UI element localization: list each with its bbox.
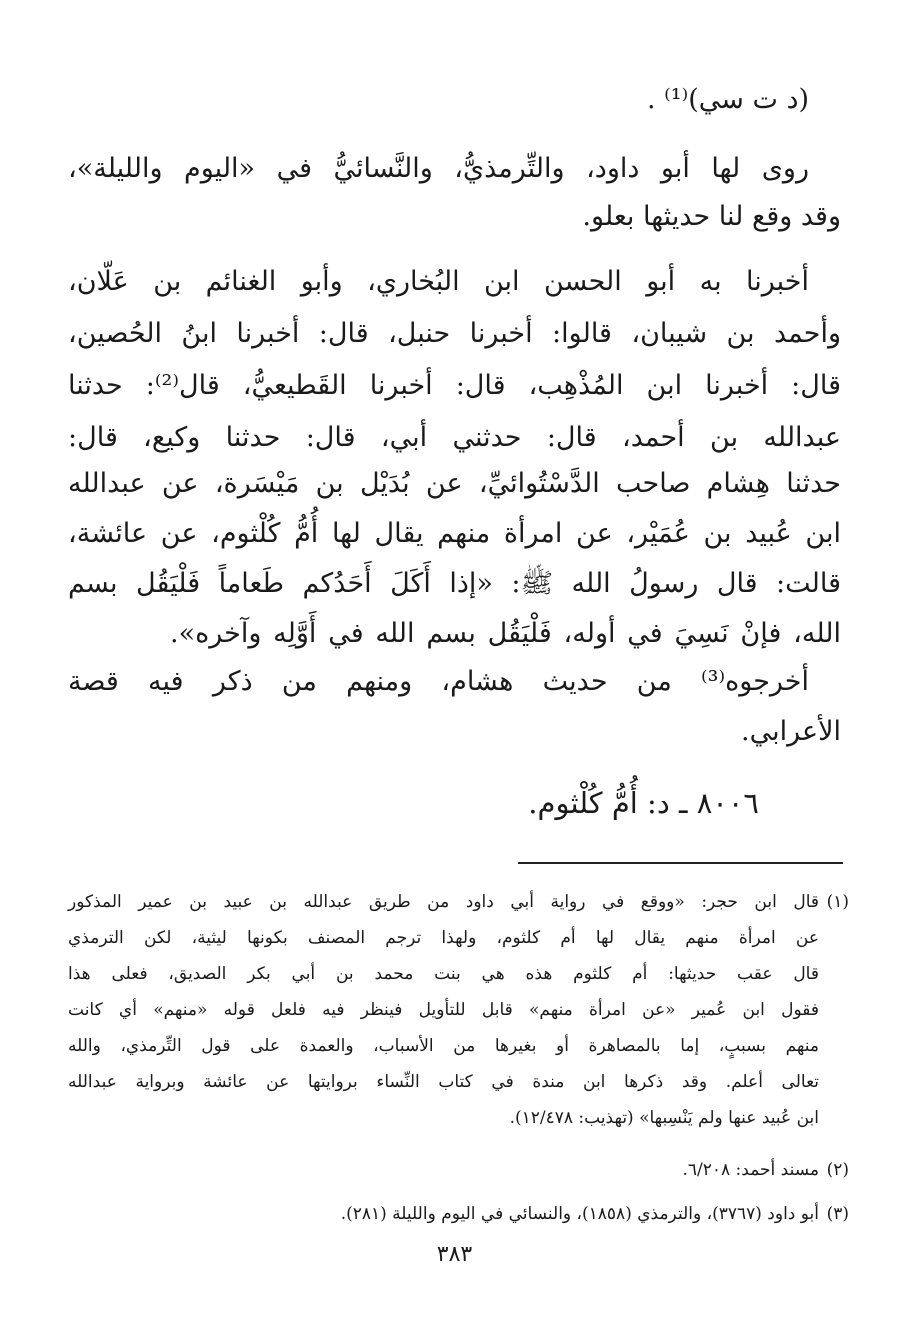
footnote-1-line-1: قال ابن حجر: «ووقع في رواية أبي داود من طريق عبدالله بن عبيد بن عمير المذكور	[68, 892, 819, 912]
footnote-1-line-4: فقول ابن عُمير «عن امرأة منهم» قابل للتأويل فينظر فيه فلعل قوله «منهم» أي كانت	[68, 1000, 819, 1020]
page-number: ٣٨٣	[436, 1242, 473, 1267]
paragraph2-line-1: أخبرنا به أبو الحسن ابن البُخاري، وأبو الغنائم بن عَلّان،	[68, 266, 809, 297]
paragraph2-line-2: وأحمد بن شيبان، قالوا: أخبرنا حنبل، قال: أخبرنا ابنُ الحُصين،	[68, 318, 841, 349]
footnote-3-line-1: أبو داود (٣٧٦٧)، والترمذي (١٨٥٨)، والنسائي في اليوم والليلة (٢٨١).	[340, 1204, 819, 1224]
footnote-1-line-5: منهم بسببٍ، إما بالمصاهرة أو بغيرها من الأسباب، والعمدة على قول التِّرمذي، والله	[68, 1036, 819, 1056]
footnote-1-line-3: قال عقب حديثها: أم كلثوم هذه هي بنت محمد بن أبي بكر الصديق، فعلى هذا	[68, 964, 819, 984]
footnote-separator	[518, 862, 843, 864]
paragraph2-line-3: قال: أخبرنا ابن المُذْهِب، قال: أخبرنا القَطيعيُّ، قال⁽²⁾: حدثنا	[68, 370, 841, 401]
paragraph1-line-1: روى لها أبو داود، والتِّرمذيُّ، والنَّسائيُّ في «اليوم والليلة»،	[68, 153, 809, 184]
footnote-3-number: (٣)	[826, 1204, 849, 1224]
footnote-2-line-1: مسند أحمد: ٦/٢٠٨.	[682, 1160, 819, 1180]
footnote-1-line-2: عن امرأة منهم يقال لها أم كلثوم، ولهذا ترجم المصنف بكونها ليثية، لكن الترمذي	[68, 928, 819, 948]
entry-heading: ٨٠٠٦ ـ د: أُمُّ كُلْثوم.	[528, 786, 759, 820]
footnote-1-number: (١)	[826, 892, 849, 912]
paragraph2-line-5: حدثنا هِشام صاحب الدَّسْتُوائيِّ، عن بُدَيْل بن مَيْسَرة، عن عبدالله	[68, 468, 841, 499]
paragraph2-line-6: ابن عُبيد بن عُمَيْر، عن امرأة منهم يقال لها أُمُّ كُلْثوم، عن عائشة،	[68, 518, 841, 549]
paragraph2-line-8: الله، فإنْ نَسِيَ في أوله، فَلْيَقُل بسم الله في أَوَّلِه وآخره».	[170, 618, 841, 649]
sigla-line: (د ت سي)⁽¹⁾ .	[646, 84, 809, 115]
paragraph3-line-1: أخرجوه⁽³⁾ من حديث هشام، ومنهم من ذكر فيه قصة	[68, 666, 809, 697]
paragraph2-line-7: قالت: قال رسولُ الله ﷺ: «إذا أَكَلَ أَحَدُكم طَعاماً فَلْيَقُل بسم	[68, 568, 841, 599]
paragraph3-line-2: الأعرابي.	[740, 716, 841, 747]
footnote-1-line-6: تعالى أعلم. وقد ذكرها ابن مندة في كتاب النِّساء بروايتها عن عائشة وبرواية عبدالله	[68, 1072, 819, 1092]
footnote-1-line-7: ابن عُبيد عنها ولم يَنْسِبها» (تهذيب: ١٢/٤٧٨).	[509, 1108, 819, 1128]
footnote-2-number: (٢)	[826, 1160, 849, 1180]
paragraph2-line-4: عبدالله بن أحمد، قال: حدثني أبي، قال: حدثنا وكيع، قال:	[68, 422, 841, 453]
paragraph1-line-2: وقد وقع لنا حديثها بعلو.	[582, 201, 841, 232]
